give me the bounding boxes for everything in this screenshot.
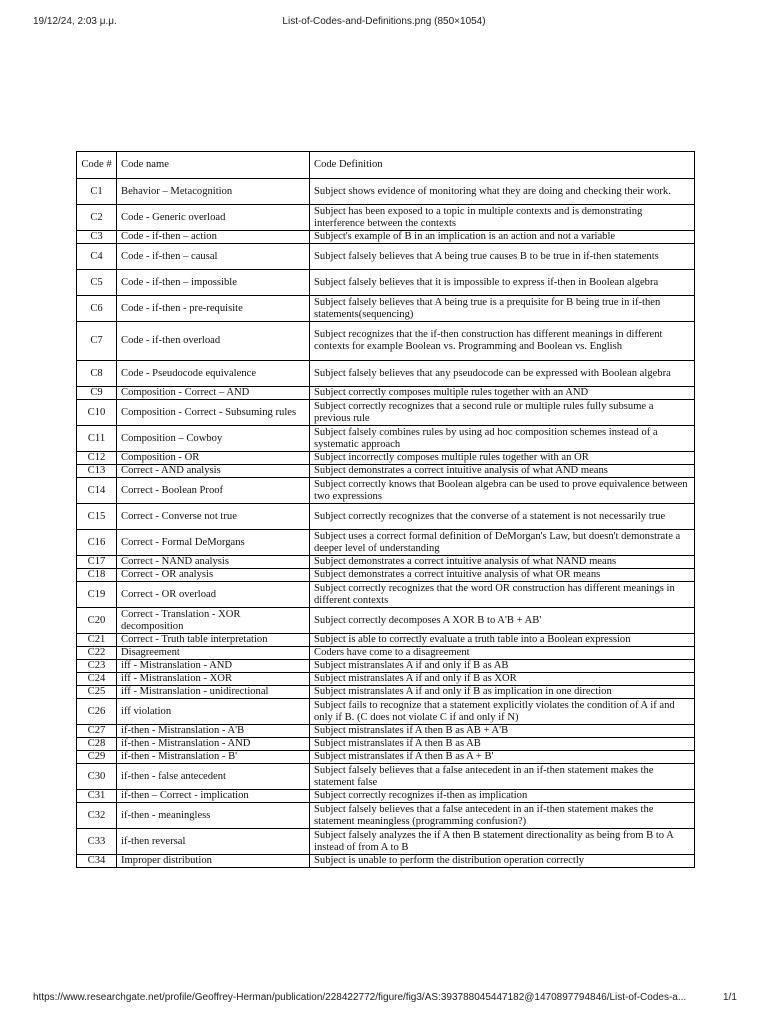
- code-cell: C28: [77, 738, 117, 751]
- code-cell: C11: [77, 426, 117, 452]
- header-code-name: Code name: [117, 152, 310, 179]
- name-cell: Correct - Truth table interpretation: [117, 634, 310, 647]
- code-cell: C2: [77, 205, 117, 231]
- definition-cell: Subject incorrectly composes multiple rules together with an OR: [310, 452, 695, 465]
- table-row: [77, 725, 695, 738]
- definition-cell: Subject correctly composes multiple rules together with an AND: [310, 387, 695, 400]
- definition-cell: Subject correctly recognizes that a second rule or multiple rules fully subsume a previous rule: [310, 400, 695, 426]
- definition-cell: Subject mistranslates A if and only if B as AB: [310, 660, 695, 673]
- code-cell: C22: [77, 647, 117, 660]
- table-row: [77, 465, 695, 478]
- definition-cell: Subject correctly knows that Boolean algebra can be used to prove equivalence between two expressions: [310, 478, 695, 504]
- table-row: [77, 244, 695, 270]
- name-cell: Correct - Formal DeMorgans: [117, 530, 310, 556]
- definition-cell: Subject falsely believes that a false antecedent in an if-then statement makes the statement false: [310, 764, 695, 790]
- code-cell: C30: [77, 764, 117, 790]
- name-cell: Correct - OR analysis: [117, 569, 310, 582]
- definition-cell: Subject mistranslates if A then B as AB + A'B: [310, 725, 695, 738]
- name-cell: iff - Mistranslation - XOR: [117, 673, 310, 686]
- name-cell: Disagreement: [117, 647, 310, 660]
- code-cell: C32: [77, 803, 117, 829]
- table-row: [77, 790, 695, 803]
- code-cell: C31: [77, 790, 117, 803]
- code-cell: C33: [77, 829, 117, 855]
- codes-table-header: [77, 152, 695, 179]
- definition-cell: Subject demonstrates a correct intuitive analysis of what AND means: [310, 465, 695, 478]
- table-row: [77, 569, 695, 582]
- name-cell: if-then – Correct - implication: [117, 790, 310, 803]
- definition-cell: Coders have come to a disagreement: [310, 647, 695, 660]
- name-cell: Correct - Converse not true: [117, 504, 310, 530]
- name-cell: Code - if-then – impossible: [117, 270, 310, 296]
- name-cell: Improper distribution: [117, 855, 310, 868]
- definition-cell: Subject correctly decomposes A XOR B to A'B + AB': [310, 608, 695, 634]
- table-row: [77, 530, 695, 556]
- table-row: [77, 660, 695, 673]
- definition-cell: Subject correctly recognizes that the converse of a statement is not necessarily true: [310, 504, 695, 530]
- code-cell: C9: [77, 387, 117, 400]
- code-cell: C23: [77, 660, 117, 673]
- definition-cell: Subject's example of B in an implication is an action and not a variable: [310, 231, 695, 244]
- definition-cell: Subject uses a correct formal definition of DeMorgan's Law, but doesn't demonstrate a deeper level of understanding: [310, 530, 695, 556]
- code-cell: C19: [77, 582, 117, 608]
- name-cell: iff - Mistranslation - AND: [117, 660, 310, 673]
- name-cell: Composition – Cowboy: [117, 426, 310, 452]
- table-row: [77, 205, 695, 231]
- name-cell: Code - if-then - pre-requisite: [117, 296, 310, 322]
- code-cell: C24: [77, 673, 117, 686]
- definition-cell: Subject fails to recognize that a statement explicitly violates the condition of A if and only if B. (C does not violate C if and only if N): [310, 699, 695, 725]
- codes-table: [76, 151, 695, 868]
- table-row: [77, 387, 695, 400]
- name-cell: Composition - OR: [117, 452, 310, 465]
- name-cell: Code - Generic overload: [117, 205, 310, 231]
- print-date: 19/12/24, 2:03 μ.μ.: [33, 16, 117, 27]
- definition-cell: Subject mistranslates if A then B as AB: [310, 738, 695, 751]
- table-row: [77, 504, 695, 530]
- code-cell: C1: [77, 179, 117, 205]
- table-row: [77, 751, 695, 764]
- table-row: [77, 738, 695, 751]
- definition-cell: Subject falsely believes that a false antecedent in an if-then statement makes the statement meaningless (programming confusion?): [310, 803, 695, 829]
- name-cell: Composition - Correct – AND: [117, 387, 310, 400]
- code-cell: C5: [77, 270, 117, 296]
- code-cell: C20: [77, 608, 117, 634]
- table-row: [77, 400, 695, 426]
- table-row: [77, 179, 695, 205]
- name-cell: Correct - OR overload: [117, 582, 310, 608]
- definition-cell: Subject falsely analyzes the if A then B statement directionality as being from B to A instead of from A to B: [310, 829, 695, 855]
- table-row: [77, 855, 695, 868]
- table-row: [77, 673, 695, 686]
- name-cell: iff violation: [117, 699, 310, 725]
- table-row: [77, 452, 695, 465]
- name-cell: Correct - NAND analysis: [117, 556, 310, 569]
- definition-cell: Subject falsely believes that A being true is a prequisite for B being true in if-then statements(sequencing): [310, 296, 695, 322]
- definition-cell: Subject falsely believes that A being true causes B to be true in if-then statements: [310, 244, 695, 270]
- table-row: [77, 647, 695, 660]
- table-row: [77, 426, 695, 452]
- code-cell: C10: [77, 400, 117, 426]
- definition-cell: Subject correctly recognizes that the word OR construction has different meanings in different contexts: [310, 582, 695, 608]
- definition-cell: Subject falsely believes that any pseudocode can be expressed with Boolean algebra: [310, 361, 695, 387]
- name-cell: Correct - Boolean Proof: [117, 478, 310, 504]
- code-cell: C27: [77, 725, 117, 738]
- codes-table-body: [77, 179, 695, 868]
- name-cell: Composition - Correct - Subsuming rules: [117, 400, 310, 426]
- table-row: [77, 699, 695, 725]
- table-row: [77, 322, 695, 361]
- code-cell: C15: [77, 504, 117, 530]
- code-cell: C14: [77, 478, 117, 504]
- code-cell: C8: [77, 361, 117, 387]
- definition-cell: Subject has been exposed to a topic in multiple contexts and is demonstrating interference between the contexts: [310, 205, 695, 231]
- table-row: [77, 556, 695, 569]
- code-cell: C17: [77, 556, 117, 569]
- print-header: [0, 16, 768, 32]
- name-cell: Code - if-then overload: [117, 322, 310, 361]
- code-cell: C4: [77, 244, 117, 270]
- definition-cell: Subject is able to correctly evaluate a truth table into a Boolean expression: [310, 634, 695, 647]
- table-row: [77, 478, 695, 504]
- table-row: [77, 270, 695, 296]
- table-row: [77, 608, 695, 634]
- name-cell: if-then - Mistranslation - AND: [117, 738, 310, 751]
- table-row: [77, 634, 695, 647]
- name-cell: iff - Mistranslation - unidirectional: [117, 686, 310, 699]
- name-cell: if-then reversal: [117, 829, 310, 855]
- table-row: [77, 803, 695, 829]
- definition-cell: Subject demonstrates a correct intuitive analysis of what OR means: [310, 569, 695, 582]
- print-title: List-of-Codes-and-Definitions.png (850×1054): [282, 16, 486, 27]
- print-footer: [0, 992, 768, 1008]
- code-cell: C26: [77, 699, 117, 725]
- definition-cell: Subject correctly recognizes if-then as implication: [310, 790, 695, 803]
- table-row: [77, 361, 695, 387]
- code-cell: C25: [77, 686, 117, 699]
- name-cell: if-then - meaningless: [117, 803, 310, 829]
- name-cell: Correct - Translation - XOR decomposition: [117, 608, 310, 634]
- name-cell: if-then - Mistranslation - A'B: [117, 725, 310, 738]
- name-cell: Code - if-then – action: [117, 231, 310, 244]
- code-cell: C18: [77, 569, 117, 582]
- code-cell: C3: [77, 231, 117, 244]
- definition-cell: Subject shows evidence of monitoring what they are doing and checking their work.: [310, 179, 695, 205]
- code-cell: C6: [77, 296, 117, 322]
- definition-cell: Subject demonstrates a correct intuitive analysis of what NAND means: [310, 556, 695, 569]
- definition-cell: Subject falsely combines rules by using ad hoc composition schemes instead of a systematic approach: [310, 426, 695, 452]
- table-row: [77, 686, 695, 699]
- code-cell: C12: [77, 452, 117, 465]
- table-row: [77, 582, 695, 608]
- header-row: [77, 152, 695, 179]
- print-url: https://www.researchgate.net/profile/Geoffrey-Herman/publication/228422772/figure/fig3/AS:393788045447182@1470897794846/List-of-Codes-a...: [33, 992, 687, 1003]
- code-cell: C34: [77, 855, 117, 868]
- definition-cell: Subject mistranslates A if and only if B as implication in one direction: [310, 686, 695, 699]
- table-row: [77, 829, 695, 855]
- header-code-num: Code #: [77, 152, 117, 179]
- table-row: [77, 296, 695, 322]
- header-code-definition: Code Definition: [310, 152, 695, 179]
- code-cell: C7: [77, 322, 117, 361]
- name-cell: Behavior – Metacognition: [117, 179, 310, 205]
- name-cell: if-then - false antecedent: [117, 764, 310, 790]
- code-cell: C16: [77, 530, 117, 556]
- definition-cell: Subject mistranslates if A then B as A + B': [310, 751, 695, 764]
- code-cell: C29: [77, 751, 117, 764]
- definition-cell: Subject falsely believes that it is impossible to express if-then in Boolean algebra: [310, 270, 695, 296]
- definition-cell: Subject is unable to perform the distribution operation correctly: [310, 855, 695, 868]
- name-cell: if-then - Mistranslation - B': [117, 751, 310, 764]
- name-cell: Code - Pseudocode equivalence: [117, 361, 310, 387]
- table-row: [77, 231, 695, 244]
- table-row: [77, 764, 695, 790]
- name-cell: Code - if-then – causal: [117, 244, 310, 270]
- definition-cell: Subject recognizes that the if-then construction has different meanings in different contexts for example Boolean vs. Programming and Boolean vs. English: [310, 322, 695, 361]
- definition-cell: Subject mistranslates A if and only if B as XOR: [310, 673, 695, 686]
- code-cell: C21: [77, 634, 117, 647]
- page-number: 1/1: [723, 992, 737, 1003]
- code-cell: C13: [77, 465, 117, 478]
- name-cell: Correct - AND analysis: [117, 465, 310, 478]
